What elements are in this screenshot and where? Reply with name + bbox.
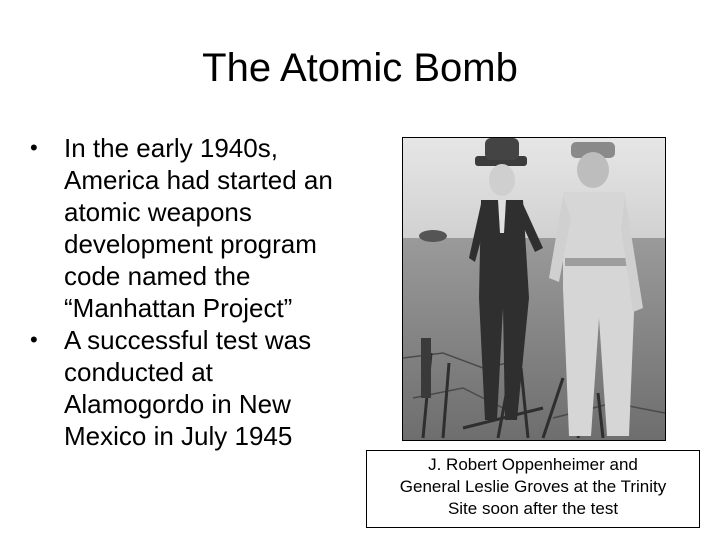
bullet-icon: • bbox=[30, 135, 38, 160]
slide-title: The Atomic Bomb bbox=[202, 46, 518, 90]
historical-photo bbox=[402, 137, 666, 441]
bullet-icon: • bbox=[30, 327, 38, 352]
caption-line: Site soon after the test bbox=[447, 499, 619, 518]
caption-line: General Leslie Groves at the Trinity bbox=[399, 477, 667, 496]
caption-line: J. Robert Oppenheimer and bbox=[428, 455, 638, 474]
photo-caption bbox=[366, 450, 700, 528]
bullet-list bbox=[28, 132, 358, 452]
bullet-text: In the early 1940s, America had started an atomic weapons development program code named the “Manhattan Project” bbox=[64, 133, 333, 323]
bullet-text: A successful test was conducted at Alamogordo in New Mexico in July 1945 bbox=[64, 325, 312, 451]
photo-icon bbox=[403, 138, 665, 440]
bullet-item bbox=[28, 132, 358, 324]
bullet-item bbox=[28, 324, 358, 452]
